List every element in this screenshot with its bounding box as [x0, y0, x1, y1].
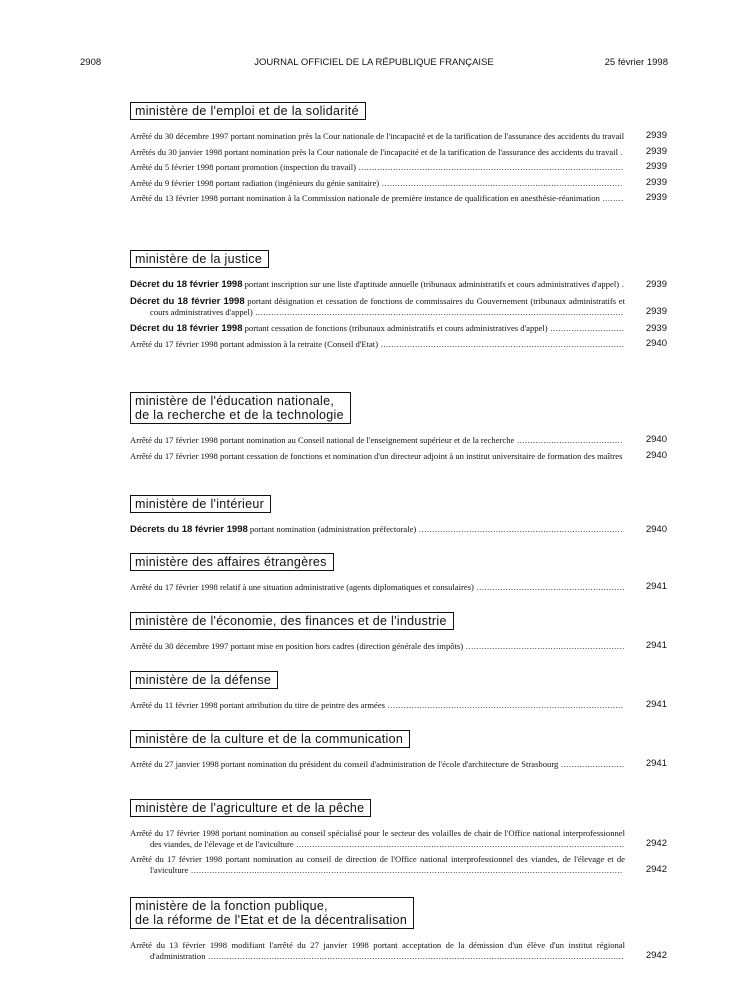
entry-list: [130, 131, 667, 204]
ministry-heading-line: de la recherche et de la technologie: [135, 408, 344, 422]
page-reference: 2939: [645, 161, 667, 172]
entry-text-block: [130, 323, 625, 335]
dot-leader: .: [619, 279, 625, 289]
dot-leader: ............................................................................................................................: [293, 838, 625, 849]
list-item: [130, 828, 667, 849]
decree-title: Décret du 18 février 1998: [130, 295, 245, 307]
entry-list: [130, 641, 667, 652]
entry-text: Arrêté du 17 février 1998 portant cessation de fonctions et nomination d'un directeur adjoint à un institut universitaire de formation des maîtres: [130, 450, 623, 461]
ministry-heading-line: de la réforme de l'Etat et de la décentralisation: [135, 913, 408, 927]
ministry-heading-line: ministère de la défense: [135, 673, 272, 687]
ministry-heading-line: ministère de l'éducation nationale,: [135, 394, 335, 408]
entry-text: portant inscription sur une liste d'aptitude annuelle (tribunaux administratifs et cours administratives d'appel): [242, 279, 620, 289]
dot-leader: ............................: [547, 322, 625, 333]
entry-list: [130, 524, 667, 536]
page-reference: 2939: [645, 192, 667, 203]
entry-text-block: [130, 524, 625, 536]
entry-text-block: [130, 759, 625, 770]
page-reference: 2939: [645, 176, 667, 188]
entry-text-block: [130, 193, 625, 204]
entry-text-block: [130, 279, 625, 291]
list-item: [130, 435, 667, 446]
ministry-section: [130, 495, 667, 541]
ministry-heading: [130, 392, 351, 424]
decree-title: Décret du 18 février 1998: [130, 279, 243, 290]
entry-list: [130, 700, 667, 711]
page-reference: 2940: [645, 338, 667, 349]
list-item: [130, 131, 667, 142]
dot-leader: ............................................................: [463, 641, 625, 651]
ministry-heading: [130, 102, 366, 120]
dot-leader: .........................................................................................: [385, 700, 624, 710]
entry-text: Arrêté du 13 février 1998 modifiant l'arrêté du 27 janvier 1998 portant acceptation de la démission d'un élève d'un institut régional d'administration: [130, 940, 625, 961]
ministry-heading: [130, 612, 454, 630]
issue-date: 25 février 1998: [604, 57, 668, 68]
list-item: [130, 323, 667, 335]
entry-text: portant désignation et cessation de fonctions de commissaires du Gouvernement (tribunaux administratifs et cours administratives d'appel): [150, 295, 626, 317]
dot-leader: ...................................................................................................................................................................: [188, 864, 623, 875]
decree-title: Décret du 18 février 1998: [130, 322, 243, 334]
entry-text: Arrêté du 17 février 1998 portant nomination au conseil de direction de l'Office national interprofessionnel des viandes, de l'élevage et de l'aviculture: [130, 854, 625, 875]
ministry-section: [130, 671, 667, 716]
entry-text-block: [130, 147, 625, 158]
page-reference: 2939: [645, 306, 667, 317]
ministry-heading: [130, 799, 371, 817]
dot-leader: ............................................................................................: [378, 339, 625, 349]
ministry-heading-line: ministère des affaires étrangères: [135, 555, 327, 569]
list-item: [130, 641, 667, 652]
ministry-heading-line: ministère de l'économie, des finances et de l'industrie: [135, 614, 447, 628]
page-number: 2908: [80, 57, 102, 68]
entry-text-block: [130, 828, 625, 849]
entry-text-block: [130, 940, 625, 961]
entry-list: [130, 828, 667, 875]
entry-text: Arrêté du 30 décembre 1997 portant nomination près la Cour nationale de l'incapacité et de la tarification de l'assurance des accidents du travail: [130, 131, 625, 141]
entry-list: [130, 279, 667, 350]
entry-text-block: [130, 700, 625, 711]
entry-list: [130, 582, 667, 593]
page-reference: 2940: [645, 524, 667, 535]
ministry-section: [130, 553, 667, 598]
entry-text-block: [130, 641, 625, 652]
ministry-section: [130, 612, 667, 657]
ministry-heading: [130, 730, 410, 748]
page-reference: 2940: [645, 434, 667, 445]
ministry-heading-line: ministère de la justice: [135, 252, 263, 266]
ministry-heading-line: ministère de l'emploi et de la solidarité: [135, 104, 359, 118]
ministry-heading-line: ministère de l'agriculture et de la pêche: [135, 801, 365, 815]
entry-text: Arrêté du 30 décembre 1997 portant mise en position hors cadres (direction générale des impôts): [130, 641, 464, 651]
list-item: [130, 582, 667, 593]
entry-text-block: [130, 296, 625, 318]
entry-text: Arrêté du 17 février 1998 relatif à une situation administrative (agents diplomatiques et consulaires): [130, 582, 474, 592]
list-item: [130, 279, 667, 291]
journal-title: JOURNAL OFFICIEL DE LA RÉPUBLIQUE FRANÇAISE: [254, 57, 494, 68]
entry-text-block: [130, 162, 625, 173]
page-reference: 2939: [645, 322, 667, 334]
ministry-heading: [130, 671, 278, 689]
dot-leader: .............................................................................: [416, 524, 623, 534]
dot-leader: ........................: [558, 759, 625, 769]
page-header: [80, 57, 668, 71]
entry-list: [130, 759, 667, 770]
entry-text-block: [130, 451, 625, 462]
dot-leader: ........................................................: [473, 582, 625, 592]
list-item: [130, 759, 667, 770]
entry-text: portant nomination (administration préfectorale): [247, 524, 417, 534]
page-reference: 2941: [645, 640, 667, 651]
page-reference: 2942: [645, 949, 667, 961]
entry-text-block: [130, 435, 625, 446]
dot-leader: ........................................: [514, 435, 623, 445]
ministry-heading: [130, 553, 334, 571]
page-reference: 2941: [645, 699, 667, 710]
entry-list: [130, 940, 667, 961]
ministry-heading: [130, 250, 269, 268]
entry-text: Arrêté du 13 février 1998 portant nomination à la Commission nationale de première instance de qualification en anesthésie-réanimation: [130, 193, 600, 203]
dot-leader: ....................................................................................................: [356, 162, 624, 172]
entry-text-block: [130, 854, 625, 875]
dot-leader: ...........................................................................................................................................: [252, 307, 624, 317]
list-item: [130, 178, 667, 189]
page-reference: 2941: [645, 758, 667, 769]
page-reference: 2940: [645, 449, 667, 461]
page-reference: 2942: [645, 837, 667, 849]
page-reference: 2939: [645, 145, 667, 157]
ministry-section: [130, 392, 667, 466]
entry-text: Arrêté du 5 février 1998 portant promotion (inspection du travail): [130, 162, 356, 172]
list-item: [130, 700, 667, 711]
page-reference: 2939: [645, 279, 667, 290]
ministry-section: [130, 250, 667, 355]
ministry-heading-line: ministère de l'intérieur: [135, 497, 265, 511]
ministry-section: [130, 102, 667, 209]
entry-text-block: [130, 339, 625, 350]
list-item: [130, 940, 667, 961]
dot-leader: .............................................................................................................................................................: [205, 950, 624, 961]
page-reference: 2941: [645, 581, 667, 592]
entry-text: Arrêtés du 30 janvier 1998 portant nomination près la Cour nationale de l'incapacité et de la tarification de l'assurance des accidents du travail: [130, 146, 618, 157]
dot-leader: ...........................................................................................: [379, 177, 623, 188]
decree-title: Décrets du 18 février 1998: [130, 524, 248, 535]
ministry-section: [130, 897, 667, 966]
entry-text: Arrêté du 9 février 1998 portant radiation (ingénieurs du génie sanitaire): [130, 177, 380, 188]
dot-leader: .: [618, 146, 624, 157]
list-item: [130, 451, 667, 462]
list-item: [130, 162, 667, 173]
page-reference: 2939: [645, 130, 667, 141]
ministry-heading: [130, 495, 271, 513]
list-item: [130, 296, 667, 318]
ministry-heading-line: ministère de la culture et de la communication: [135, 732, 404, 746]
list-item: [130, 193, 667, 204]
ministry-heading: [130, 897, 414, 929]
entry-text: Arrêté du 11 février 1998 portant attribution du titre de peintre des armées: [130, 700, 386, 710]
ministry-section: [130, 730, 667, 775]
entry-list: [130, 435, 667, 461]
dot-leader: ........: [599, 193, 624, 203]
list-item: [130, 854, 667, 875]
entry-text-block: [130, 131, 625, 142]
entry-text: Arrêté du 17 février 1998 portant nomination au Conseil national de l'enseignement supérieur et de la recherche: [130, 435, 515, 445]
list-item: [130, 339, 667, 350]
entry-text: Arrêté du 27 janvier 1998 portant nomination du président du conseil d'administration de l'école d'architecture de Strasbourg: [130, 759, 559, 769]
entry-text-block: [130, 178, 625, 189]
entry-text: Arrêté du 17 février 1998 portant admission à la retraite (Conseil d'Etat): [130, 339, 379, 349]
entry-text: portant cessation de fonctions (tribunaux administratifs et cours administratives d'appel): [242, 322, 548, 333]
ministry-section: [130, 799, 667, 880]
page-reference: 2942: [645, 863, 667, 875]
list-item: [130, 524, 667, 536]
ministry-heading-line: ministère de la fonction publique,: [135, 899, 328, 913]
entry-text-block: [130, 582, 625, 593]
entry-text: Arrêté du 17 février 1998 portant nomination au conseil spécialisé pour le secteur des volailles de chair de l'Office national interprofessionnel des viandes, de l'élevage et de l'aviculture: [130, 828, 625, 849]
list-item: [130, 147, 667, 158]
